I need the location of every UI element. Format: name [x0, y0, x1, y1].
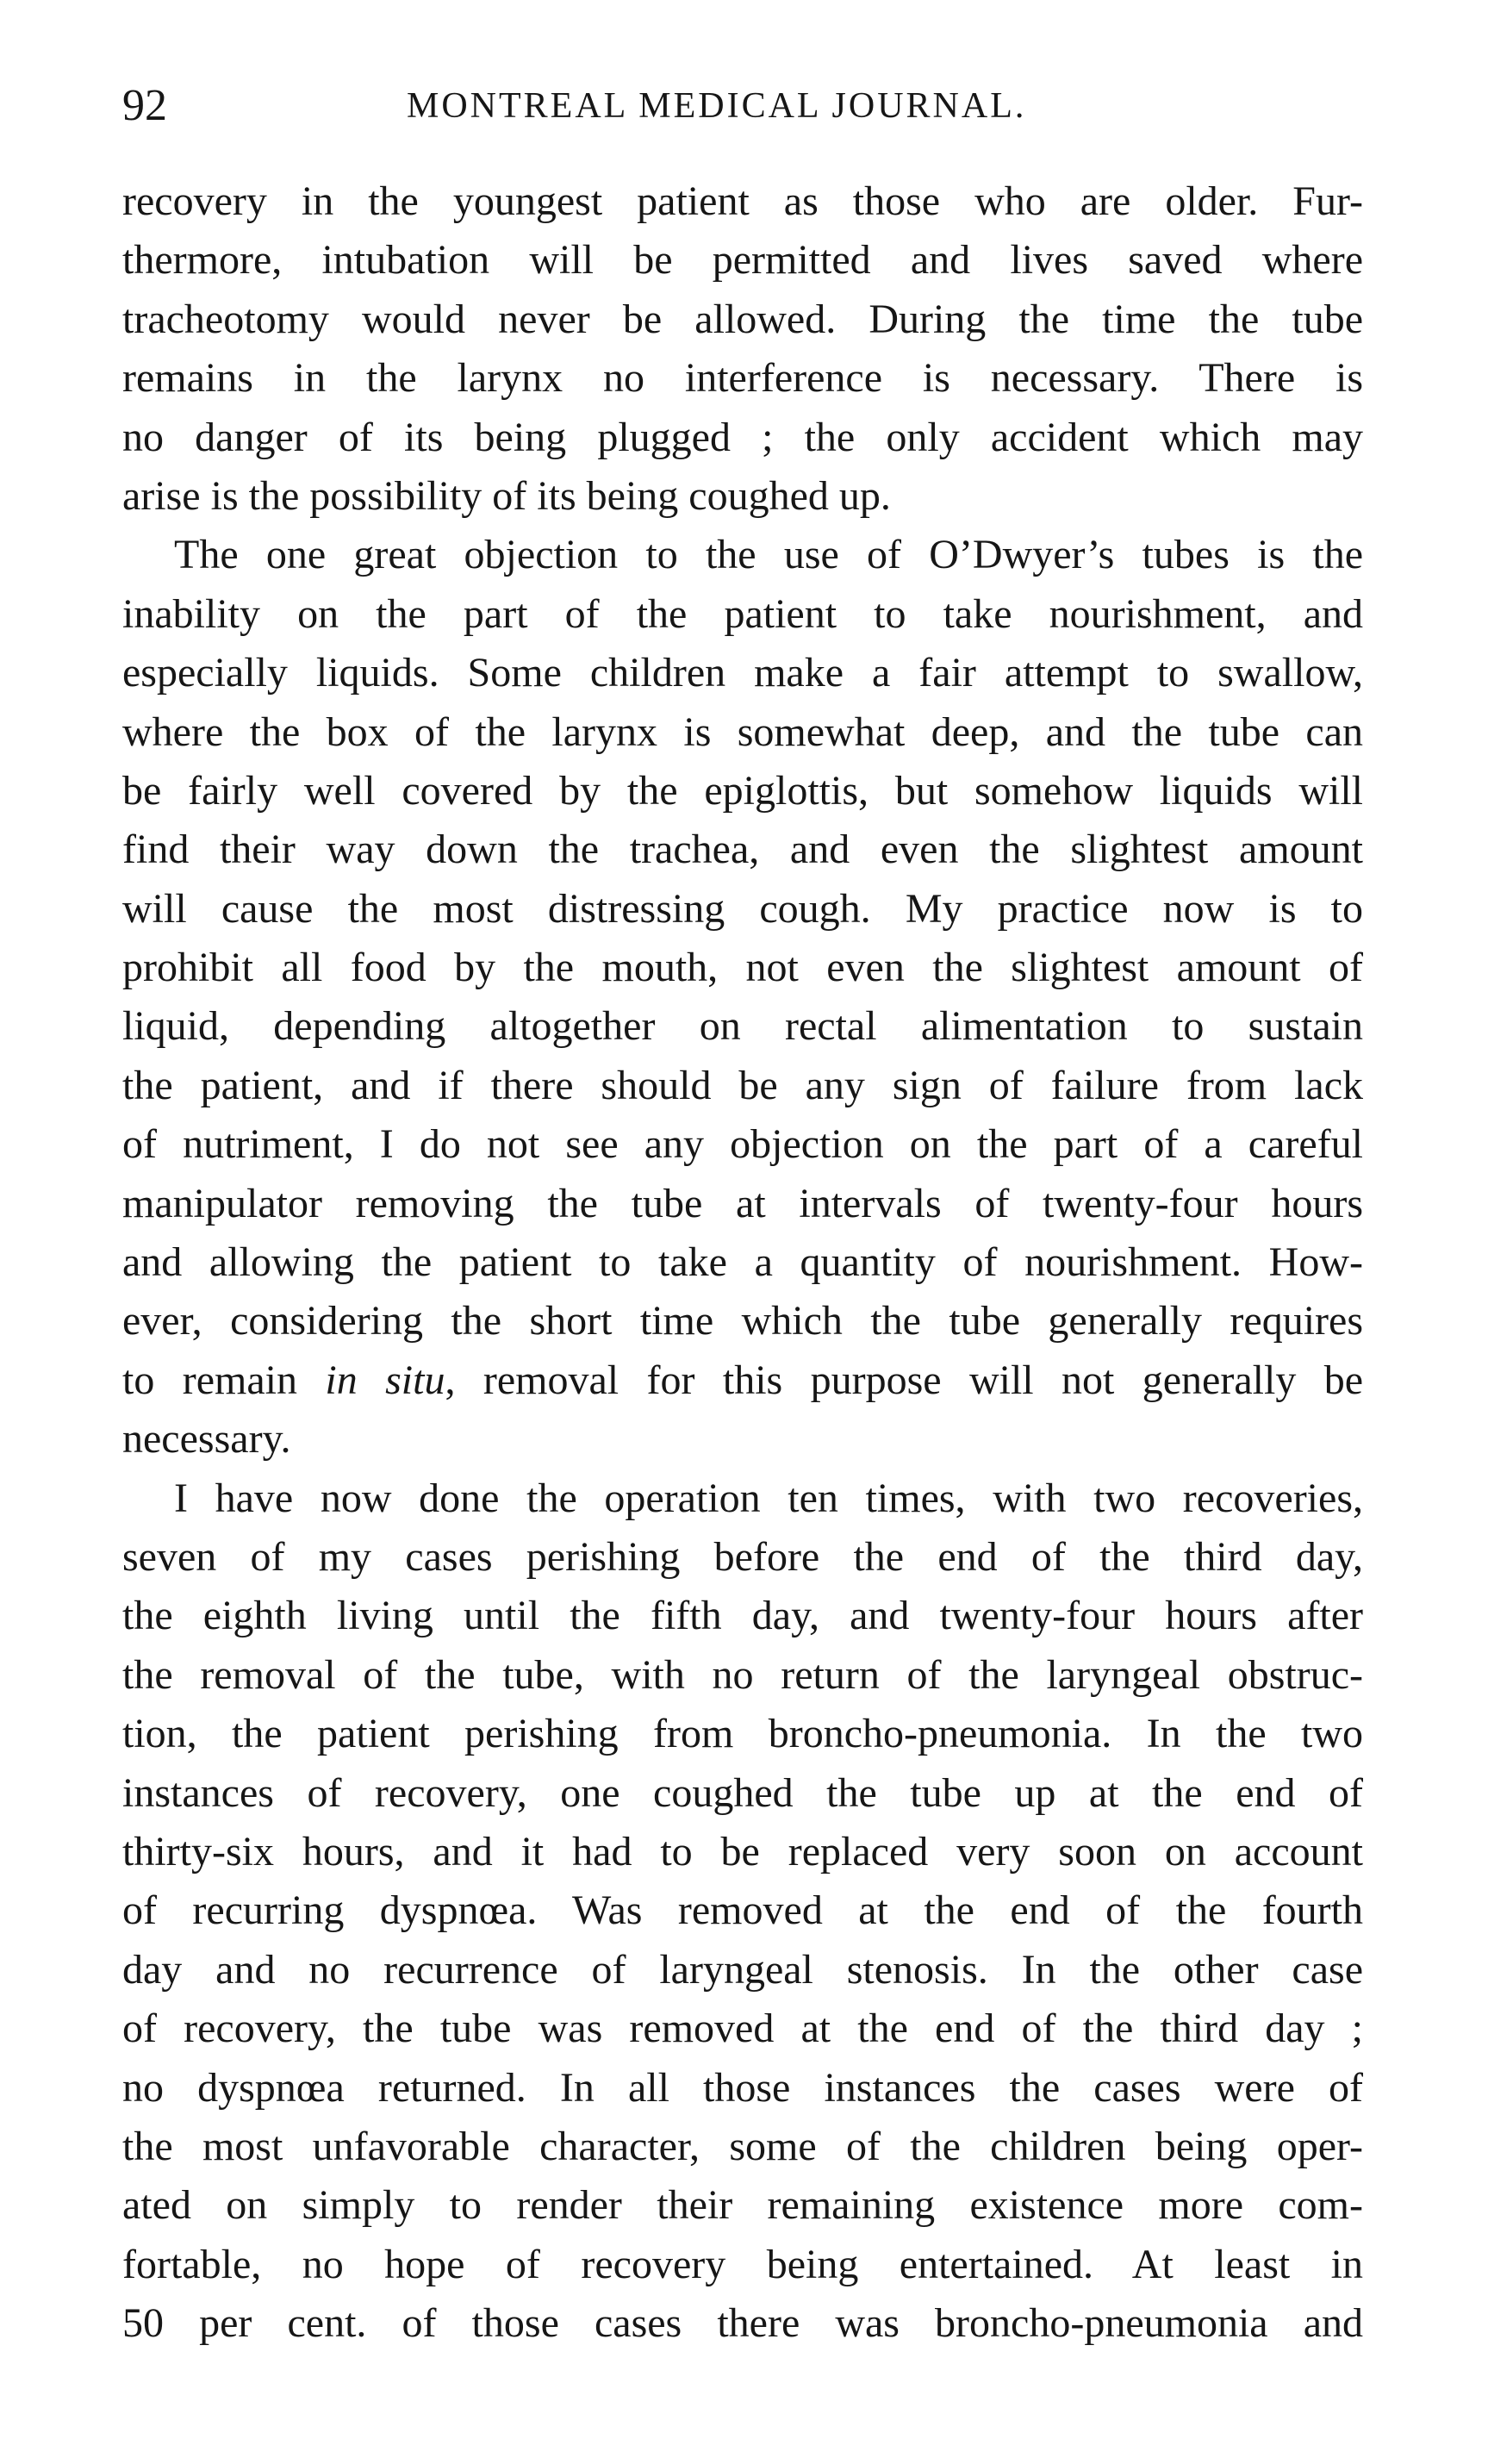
text-line: necessary. [122, 1416, 291, 1463]
text-line: the most unfavorable character, some of the children being oper- [122, 2123, 1363, 2169]
text-line: day and no recurrence of laryngeal stenosis. In the other case [122, 1946, 1363, 1993]
text-line: 50 per cent. of those cases there was broncho-pneumonia and [122, 2300, 1363, 2347]
text-line: where the box of the larynx is somewhat deep, and the tube can [122, 708, 1363, 755]
page-number: 92 [122, 81, 167, 130]
text-line: to remain in situ, removal for this purpose will not generally be [122, 1357, 1364, 1403]
text-line: no danger of its being plugged ; the only accident which may [122, 414, 1363, 460]
text-line: recovery in the youngest patient as those who are older. Fur- [122, 178, 1363, 224]
text-line: the removal of the tube, with no return of the laryngeal obstruc- [122, 1651, 1363, 1698]
text-line: of recurring dyspnœa. Was removed at the end of the fourth [122, 1887, 1363, 1934]
text-line: thirty-six hours, and it had to be replaced very soon on account [122, 1828, 1363, 1875]
text-line: ever, considering the short time which the tube generally requires [122, 1298, 1363, 1344]
text-line: manipulator removing the tube at intervals of twenty-four hours [122, 1180, 1363, 1226]
text-line: seven of my cases perishing before the end of the third day, [122, 1533, 1363, 1580]
text-line: inability on the part of the patient to take nourishment, and [122, 590, 1363, 637]
text-line: The one great objection to the use of O’Dwyer’s tubes is the [174, 532, 1363, 578]
body-text [122, 172, 1363, 2353]
running-head [122, 76, 1363, 136]
text-line: and allowing the patient to take a quantity of nourishment. How- [122, 1239, 1363, 1286]
text-line: fortable, no hope of recovery being entertained. At least in [122, 2241, 1363, 2287]
text-line: the patient, and if there should be any sign of failure from lack [122, 1062, 1363, 1108]
text-line: tracheotomy would never be allowed. During the time the tube [122, 296, 1363, 342]
journal-title: MONTREAL MEDICAL JOURNAL. [407, 86, 1027, 126]
text-line: instances of recovery, one coughed the tube up at the end of [122, 1769, 1363, 1816]
text-line: I have now done the operation ten times, with two recoveries, [174, 1475, 1363, 1521]
text-line: the eighth living until the fifth day, and twenty-four hours after [122, 1593, 1363, 1639]
text-line: especially liquids. Some children make a fair attempt to swallow, [122, 650, 1363, 696]
text-line: prohibit all food by the mouth, not even the slightest amount of [122, 945, 1363, 991]
text-line: thermore, intubation will be permitted and lives saved where [122, 237, 1363, 284]
text-line: arise is the possibility of its being coughed up. [122, 472, 891, 519]
text-line: of recovery, the tube was removed at the end of the third day ; [122, 2006, 1363, 2052]
text-line: ated on simply to render their remaining existence more com- [122, 2182, 1363, 2229]
text-line: find their way down the trachea, and even the slightest amount [122, 827, 1363, 873]
text-line: tion, the patient perishing from broncho-pneumonia. In the two [122, 1711, 1363, 1757]
text-line: no dyspnœa returned. In all those instances the cases were of [122, 2064, 1363, 2111]
text-line: remains in the larynx no interference is necessary. There is [122, 355, 1363, 402]
text-line: be fairly well covered by the epiglottis, but somehow liquids will [122, 767, 1363, 814]
text-line: will cause the most distressing cough. My practice now is to [122, 885, 1363, 932]
text-line: of nutriment, I do not see any objection on the part of a careful [122, 1121, 1363, 1168]
text-line: liquid, depending altogether on rectal alimentation to sustain [122, 1003, 1363, 1050]
